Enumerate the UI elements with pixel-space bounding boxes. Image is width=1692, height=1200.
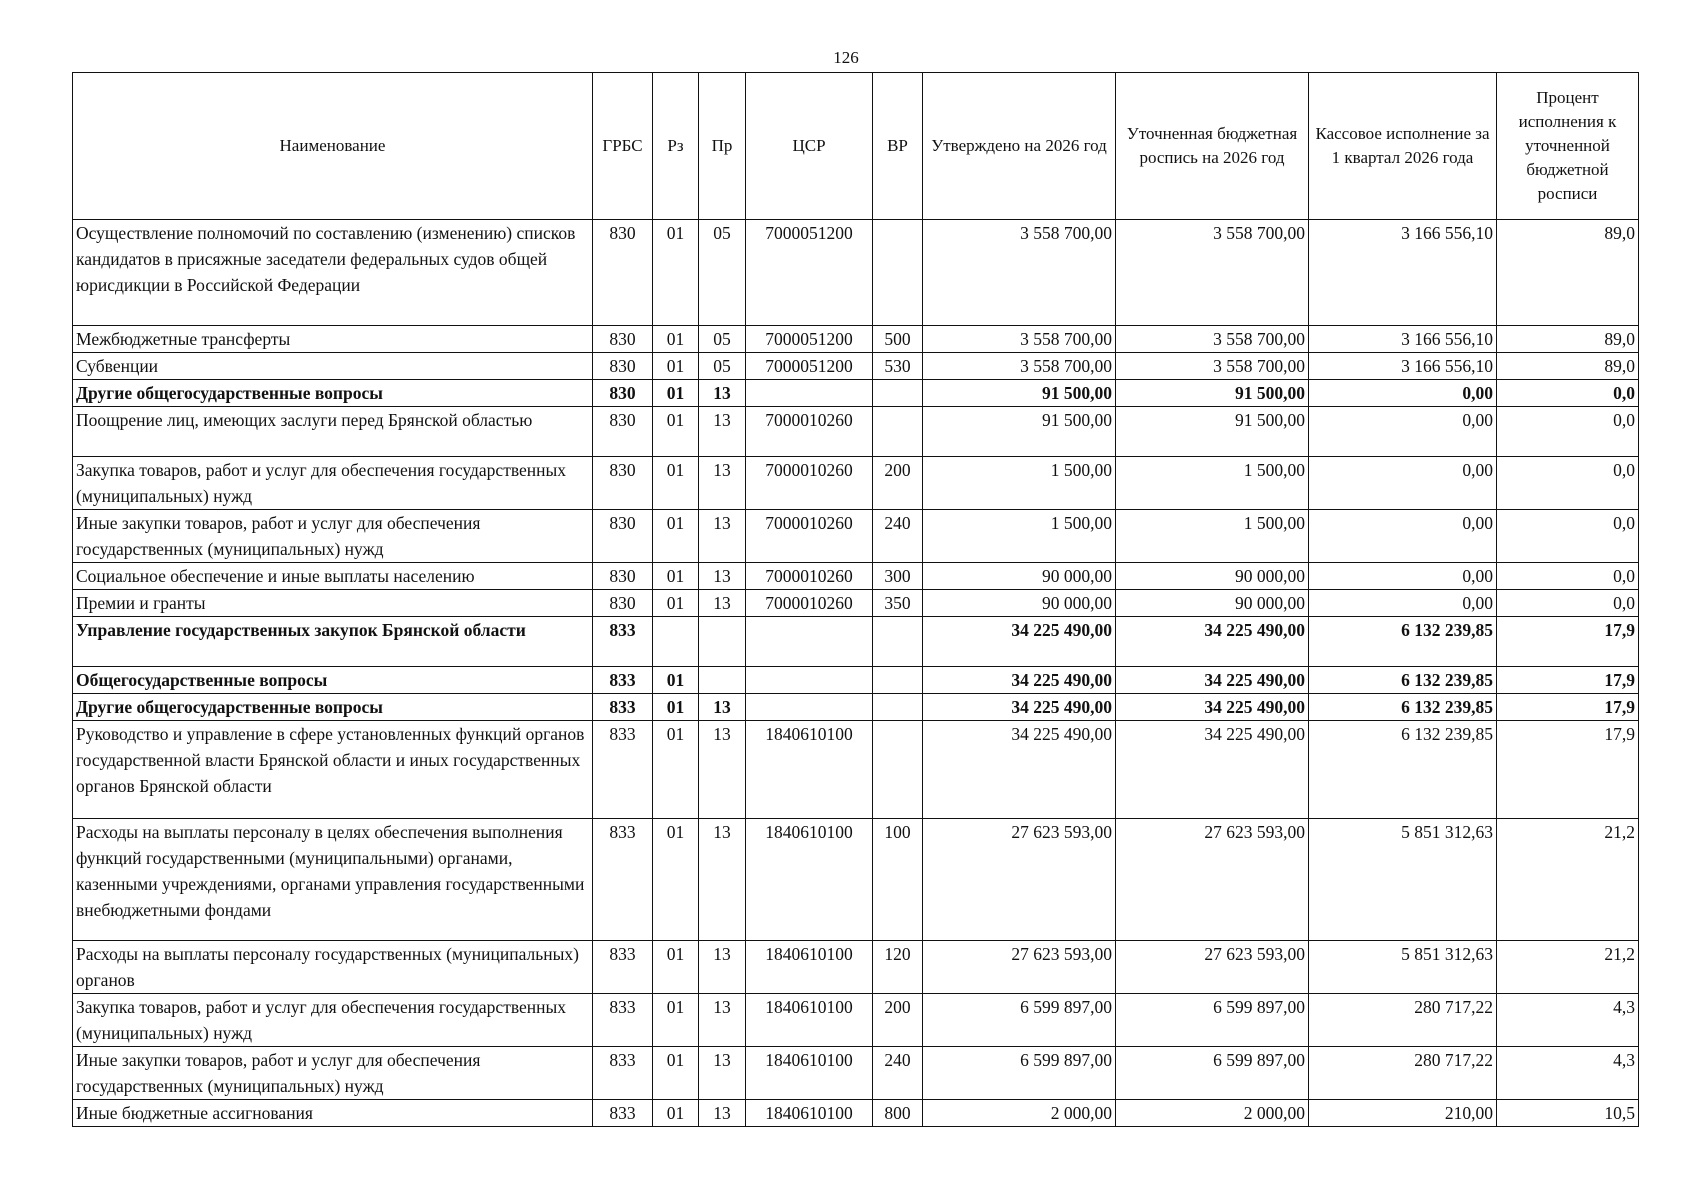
cell-refined: 27 623 593,00 — [1116, 819, 1309, 941]
cell-approved: 27 623 593,00 — [923, 819, 1116, 941]
cell-percent: 89,0 — [1497, 353, 1639, 380]
cell-name: Социальное обеспечение и иные выплаты населению — [73, 563, 593, 590]
cell-name: Премии и гранты — [73, 590, 593, 617]
cell-name: Расходы на выплаты персоналу в целях обеспечения выполнения функций государственными (муниципальными) органами, казенными учреждениями, органами управления государственными внебюджетными фондами — [73, 819, 593, 941]
cell-csr: 7000051200 — [746, 326, 873, 353]
cell-percent: 4,3 — [1497, 1047, 1639, 1100]
cell-cash: 3 166 556,10 — [1309, 220, 1497, 326]
cell-cash: 5 851 312,63 — [1309, 941, 1497, 994]
cell-refined: 34 225 490,00 — [1116, 721, 1309, 819]
cell-name: Осуществление полномочий по составлению (изменению) списков кандидатов в присяжные заседатели федеральных судов общей юрисдикции в Российской Федерации — [73, 220, 593, 326]
cell-cash: 0,00 — [1309, 590, 1497, 617]
cell-vr — [873, 380, 923, 407]
cell-rz: 01 — [653, 326, 699, 353]
cell-cash: 0,00 — [1309, 407, 1497, 457]
cell-rz: 01 — [653, 994, 699, 1047]
table-row — [73, 994, 1639, 1047]
table-row — [73, 326, 1639, 353]
cell-percent: 0,0 — [1497, 510, 1639, 563]
cell-vr: 200 — [873, 994, 923, 1047]
cell-csr: 1840610100 — [746, 721, 873, 819]
cell-pr: 13 — [699, 457, 746, 510]
cell-grbs: 830 — [593, 590, 653, 617]
cell-cash: 3 166 556,10 — [1309, 353, 1497, 380]
cell-percent: 21,2 — [1497, 941, 1639, 994]
cell-percent: 0,0 — [1497, 407, 1639, 457]
cell-refined: 3 558 700,00 — [1116, 326, 1309, 353]
cell-approved: 90 000,00 — [923, 563, 1116, 590]
cell-name: Иные закупки товаров, работ и услуг для обеспечения государственных (муниципальных) нужд — [73, 1047, 593, 1100]
cell-cash: 0,00 — [1309, 510, 1497, 563]
cell-csr: 1840610100 — [746, 994, 873, 1047]
cell-percent: 17,9 — [1497, 721, 1639, 819]
cell-pr: 05 — [699, 220, 746, 326]
cell-pr: 13 — [699, 994, 746, 1047]
cell-cash: 5 851 312,63 — [1309, 819, 1497, 941]
cell-vr — [873, 721, 923, 819]
cell-name: Другие общегосударственные вопросы — [73, 380, 593, 407]
table-row — [73, 721, 1639, 819]
cell-rz: 01 — [653, 667, 699, 694]
cell-refined: 90 000,00 — [1116, 563, 1309, 590]
cell-rz: 01 — [653, 941, 699, 994]
table-row — [73, 510, 1639, 563]
cell-percent: 0,0 — [1497, 590, 1639, 617]
header-grbs: ГРБС — [593, 73, 653, 220]
cell-rz — [653, 617, 699, 667]
cell-csr: 1840610100 — [746, 1100, 873, 1127]
cell-pr — [699, 617, 746, 667]
cell-vr — [873, 617, 923, 667]
cell-cash: 210,00 — [1309, 1100, 1497, 1127]
cell-csr: 7000051200 — [746, 220, 873, 326]
cell-name: Руководство и управление в сфере установленных функций органов государственной власти Брянской области и иных государственных органов Брянской области — [73, 721, 593, 819]
header-rz: Рз — [653, 73, 699, 220]
cell-percent: 4,3 — [1497, 994, 1639, 1047]
cell-name: Управление государственных закупок Брянской области — [73, 617, 593, 667]
cell-vr: 240 — [873, 1047, 923, 1100]
cell-name: Другие общегосударственные вопросы — [73, 694, 593, 721]
cell-cash: 0,00 — [1309, 457, 1497, 510]
cell-grbs: 833 — [593, 617, 653, 667]
header-row — [73, 73, 1639, 220]
cell-approved: 91 500,00 — [923, 380, 1116, 407]
cell-name: Межбюджетные трансферты — [73, 326, 593, 353]
header-name: Наименование — [73, 73, 593, 220]
cell-pr: 05 — [699, 353, 746, 380]
table-row — [73, 353, 1639, 380]
cell-percent: 89,0 — [1497, 326, 1639, 353]
cell-vr: 240 — [873, 510, 923, 563]
table-row — [73, 694, 1639, 721]
cell-grbs: 830 — [593, 380, 653, 407]
cell-vr — [873, 694, 923, 721]
cell-refined: 1 500,00 — [1116, 457, 1309, 510]
cell-vr: 100 — [873, 819, 923, 941]
cell-vr: 500 — [873, 326, 923, 353]
cell-approved: 3 558 700,00 — [923, 353, 1116, 380]
cell-name: Поощрение лиц, имеющих заслуги перед Брянской областью — [73, 407, 593, 457]
cell-csr: 1840610100 — [746, 819, 873, 941]
cell-refined: 1 500,00 — [1116, 510, 1309, 563]
cell-cash: 0,00 — [1309, 563, 1497, 590]
cell-grbs: 830 — [593, 353, 653, 380]
header-csr: ЦСР — [746, 73, 873, 220]
cell-rz: 01 — [653, 590, 699, 617]
cell-cash: 280 717,22 — [1309, 1047, 1497, 1100]
cell-approved: 34 225 490,00 — [923, 721, 1116, 819]
cell-grbs: 830 — [593, 457, 653, 510]
cell-approved: 6 599 897,00 — [923, 994, 1116, 1047]
cell-vr: 300 — [873, 563, 923, 590]
cell-rz: 01 — [653, 819, 699, 941]
cell-csr — [746, 667, 873, 694]
table-row — [73, 590, 1639, 617]
cell-name: Общегосударственные вопросы — [73, 667, 593, 694]
cell-refined: 3 558 700,00 — [1116, 220, 1309, 326]
cell-percent: 17,9 — [1497, 617, 1639, 667]
cell-grbs: 833 — [593, 819, 653, 941]
cell-vr: 530 — [873, 353, 923, 380]
cell-name: Расходы на выплаты персоналу государственных (муниципальных) органов — [73, 941, 593, 994]
cell-rz: 01 — [653, 563, 699, 590]
cell-vr — [873, 220, 923, 326]
cell-percent: 17,9 — [1497, 667, 1639, 694]
table-row — [73, 1047, 1639, 1100]
cell-rz: 01 — [653, 407, 699, 457]
cell-cash: 280 717,22 — [1309, 994, 1497, 1047]
cell-percent: 0,0 — [1497, 563, 1639, 590]
cell-grbs: 833 — [593, 941, 653, 994]
cell-refined: 34 225 490,00 — [1116, 694, 1309, 721]
cell-rz: 01 — [653, 353, 699, 380]
cell-grbs: 830 — [593, 407, 653, 457]
cell-name: Иные закупки товаров, работ и услуг для обеспечения государственных (муниципальных) нужд — [73, 510, 593, 563]
table-row — [73, 667, 1639, 694]
cell-pr — [699, 667, 746, 694]
cell-csr: 7000051200 — [746, 353, 873, 380]
cell-refined: 2 000,00 — [1116, 1100, 1309, 1127]
header-approved: Утверждено на 2026 год — [923, 73, 1116, 220]
cell-rz: 01 — [653, 457, 699, 510]
cell-refined: 91 500,00 — [1116, 380, 1309, 407]
cell-vr: 350 — [873, 590, 923, 617]
cell-pr: 13 — [699, 380, 746, 407]
cell-refined: 34 225 490,00 — [1116, 667, 1309, 694]
cell-refined: 3 558 700,00 — [1116, 353, 1309, 380]
cell-approved: 91 500,00 — [923, 407, 1116, 457]
cell-csr — [746, 380, 873, 407]
cell-cash: 6 132 239,85 — [1309, 667, 1497, 694]
header-vr: ВР — [873, 73, 923, 220]
cell-pr: 13 — [699, 819, 746, 941]
cell-approved: 34 225 490,00 — [923, 667, 1116, 694]
header-cash: Кассовое исполнение за 1 квартал 2026 года — [1309, 73, 1497, 220]
cell-pr: 13 — [699, 510, 746, 563]
cell-rz: 01 — [653, 721, 699, 819]
cell-csr — [746, 694, 873, 721]
cell-grbs: 833 — [593, 667, 653, 694]
cell-refined: 90 000,00 — [1116, 590, 1309, 617]
cell-rz: 01 — [653, 380, 699, 407]
cell-cash: 6 132 239,85 — [1309, 694, 1497, 721]
cell-refined: 34 225 490,00 — [1116, 617, 1309, 667]
cell-csr: 7000010260 — [746, 590, 873, 617]
cell-approved: 90 000,00 — [923, 590, 1116, 617]
cell-pr: 05 — [699, 326, 746, 353]
table-row — [73, 457, 1639, 510]
cell-rz: 01 — [653, 1047, 699, 1100]
cell-grbs: 830 — [593, 510, 653, 563]
cell-refined: 6 599 897,00 — [1116, 994, 1309, 1047]
cell-name: Субвенции — [73, 353, 593, 380]
cell-pr: 13 — [699, 721, 746, 819]
cell-grbs: 833 — [593, 694, 653, 721]
cell-grbs: 833 — [593, 1100, 653, 1127]
cell-approved: 3 558 700,00 — [923, 220, 1116, 326]
table-row — [73, 563, 1639, 590]
cell-csr: 7000010260 — [746, 563, 873, 590]
header-pr: Пр — [699, 73, 746, 220]
cell-vr: 200 — [873, 457, 923, 510]
cell-cash: 6 132 239,85 — [1309, 617, 1497, 667]
header-refined: Уточненная бюджетная роспись на 2026 год — [1116, 73, 1309, 220]
cell-rz: 01 — [653, 220, 699, 326]
cell-approved: 1 500,00 — [923, 457, 1116, 510]
cell-grbs: 833 — [593, 994, 653, 1047]
cell-approved: 3 558 700,00 — [923, 326, 1116, 353]
cell-pr: 13 — [699, 563, 746, 590]
cell-grbs: 830 — [593, 220, 653, 326]
cell-approved: 6 599 897,00 — [923, 1047, 1116, 1100]
cell-approved: 34 225 490,00 — [923, 694, 1116, 721]
cell-grbs: 830 — [593, 326, 653, 353]
cell-pr: 13 — [699, 590, 746, 617]
cell-percent: 0,0 — [1497, 380, 1639, 407]
cell-rz: 01 — [653, 1100, 699, 1127]
cell-approved: 1 500,00 — [923, 510, 1116, 563]
table-row — [73, 407, 1639, 457]
cell-percent: 89,0 — [1497, 220, 1639, 326]
cell-vr — [873, 407, 923, 457]
table-row — [73, 941, 1639, 994]
cell-percent: 0,0 — [1497, 457, 1639, 510]
cell-pr: 13 — [699, 941, 746, 994]
cell-grbs: 833 — [593, 721, 653, 819]
cell-pr: 13 — [699, 1047, 746, 1100]
cell-refined: 27 623 593,00 — [1116, 941, 1309, 994]
cell-csr — [746, 617, 873, 667]
cell-refined: 91 500,00 — [1116, 407, 1309, 457]
cell-vr — [873, 667, 923, 694]
budget-execution-table — [72, 72, 1639, 1127]
cell-cash: 6 132 239,85 — [1309, 721, 1497, 819]
cell-csr: 7000010260 — [746, 407, 873, 457]
cell-pr: 13 — [699, 694, 746, 721]
cell-approved: 34 225 490,00 — [923, 617, 1116, 667]
cell-name: Иные бюджетные ассигнования — [73, 1100, 593, 1127]
cell-csr: 7000010260 — [746, 510, 873, 563]
cell-csr: 1840610100 — [746, 1047, 873, 1100]
cell-rz: 01 — [653, 510, 699, 563]
cell-vr: 120 — [873, 941, 923, 994]
cell-cash: 3 166 556,10 — [1309, 326, 1497, 353]
cell-cash: 0,00 — [1309, 380, 1497, 407]
cell-pr: 13 — [699, 407, 746, 457]
cell-percent: 10,5 — [1497, 1100, 1639, 1127]
cell-grbs: 830 — [593, 563, 653, 590]
cell-name: Закупка товаров, работ и услуг для обеспечения государственных (муниципальных) нужд — [73, 994, 593, 1047]
table-row — [73, 220, 1639, 326]
cell-approved: 2 000,00 — [923, 1100, 1116, 1127]
cell-csr: 1840610100 — [746, 941, 873, 994]
table-row — [73, 617, 1639, 667]
cell-refined: 6 599 897,00 — [1116, 1047, 1309, 1100]
cell-percent: 21,2 — [1497, 819, 1639, 941]
table-header — [73, 73, 1639, 220]
cell-name: Закупка товаров, работ и услуг для обеспечения государственных (муниципальных) нужд — [73, 457, 593, 510]
cell-csr: 7000010260 — [746, 457, 873, 510]
cell-grbs: 833 — [593, 1047, 653, 1100]
table-row — [73, 380, 1639, 407]
cell-rz: 01 — [653, 694, 699, 721]
cell-percent: 17,9 — [1497, 694, 1639, 721]
table-body — [73, 220, 1639, 1127]
table-row — [73, 1100, 1639, 1127]
table-row — [73, 819, 1639, 941]
header-percent: Процент исполнения к уточненной бюджетной росписи — [1497, 73, 1639, 220]
cell-pr: 13 — [699, 1100, 746, 1127]
cell-approved: 27 623 593,00 — [923, 941, 1116, 994]
page-number: 126 — [833, 48, 859, 67]
cell-vr: 800 — [873, 1100, 923, 1127]
